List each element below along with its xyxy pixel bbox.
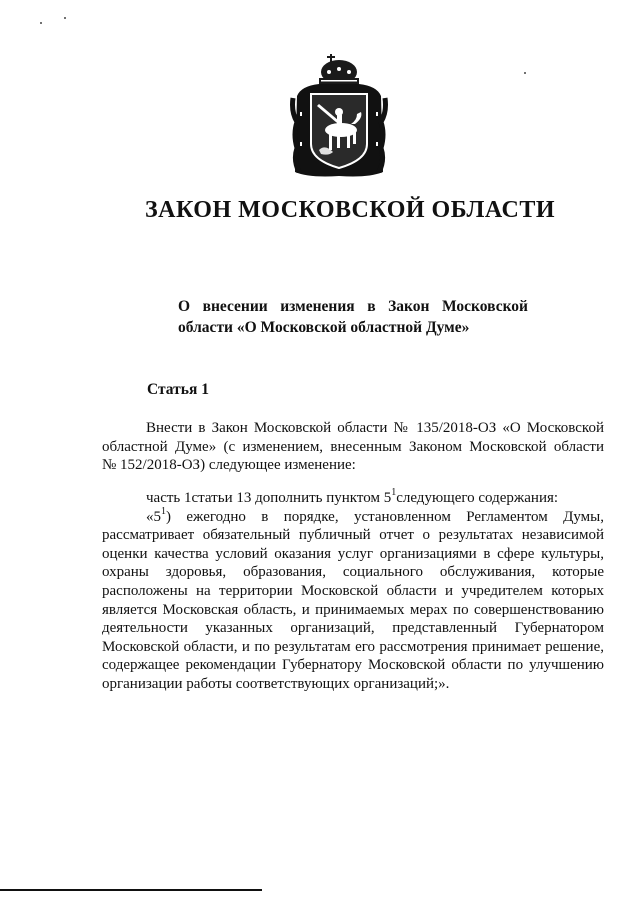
- law-subject: [178, 296, 528, 338]
- law-subject-line-2: области «О Московской областной Думе»: [178, 319, 470, 336]
- paragraph-amendment-text: [102, 489, 604, 694]
- paragraph-line: № 152/2018-ОЗ) следующее изменение:: [102, 457, 356, 474]
- law-subject-line-1: О внесении изменения в Закон Московской: [178, 298, 528, 315]
- paragraph-line: Внести в Закон Московской области № 135/2018-ОЗ «О Московской: [146, 420, 604, 436]
- amendment-intro-line: часть 1статьи 13 дополнить пунктом $5^1следующего$ содержания:: [146, 487, 559, 506]
- amendment-line: охраны здоровья, образования, социального обслуживания, которые: [102, 564, 604, 581]
- article-heading: Статья 1: [147, 381, 209, 398]
- coat-of-arms-icon: [289, 52, 389, 180]
- scan-speck: [524, 72, 526, 74]
- document-title: ЗАКОН МОСКОВСКОЙ ОБЛАСТИ: [144, 197, 555, 223]
- amendment-line: расположены на территории Московской области и учредителем которых: [102, 582, 604, 599]
- amendment-line: содержащее рекомендации Губернатору Московской области по улучшению: [102, 657, 604, 674]
- amendment-line: является Московская область, и принимаемых мерах по совершенствованию: [102, 601, 604, 618]
- paragraph-amendment-intro: [102, 419, 604, 475]
- footer-rule: [0, 889, 262, 891]
- amendment-line: Московской области, и по результатам его рассмотрения принимает решение,: [102, 638, 604, 655]
- scan-speck: [40, 22, 42, 24]
- amendment-line: рассматривает обязательный публичный отчет о результатах независимой: [102, 527, 604, 544]
- amendment-line: организации работы соответствующих организаций;».: [102, 675, 450, 692]
- paragraph-line: областной Думе» (с изменением, внесенным Законом Московской области: [102, 438, 604, 455]
- amendment-line: оценки качества условий оказания услуг организациями в сфере культуры,: [102, 545, 604, 562]
- scan-speck: [64, 17, 66, 19]
- amendment-quote-first-line: «$5^1$) ежегодно в порядке, установленном Регламентом Думы,: [146, 505, 604, 525]
- amendment-line: деятельности указанных организаций, представленный Губернатором: [102, 620, 604, 637]
